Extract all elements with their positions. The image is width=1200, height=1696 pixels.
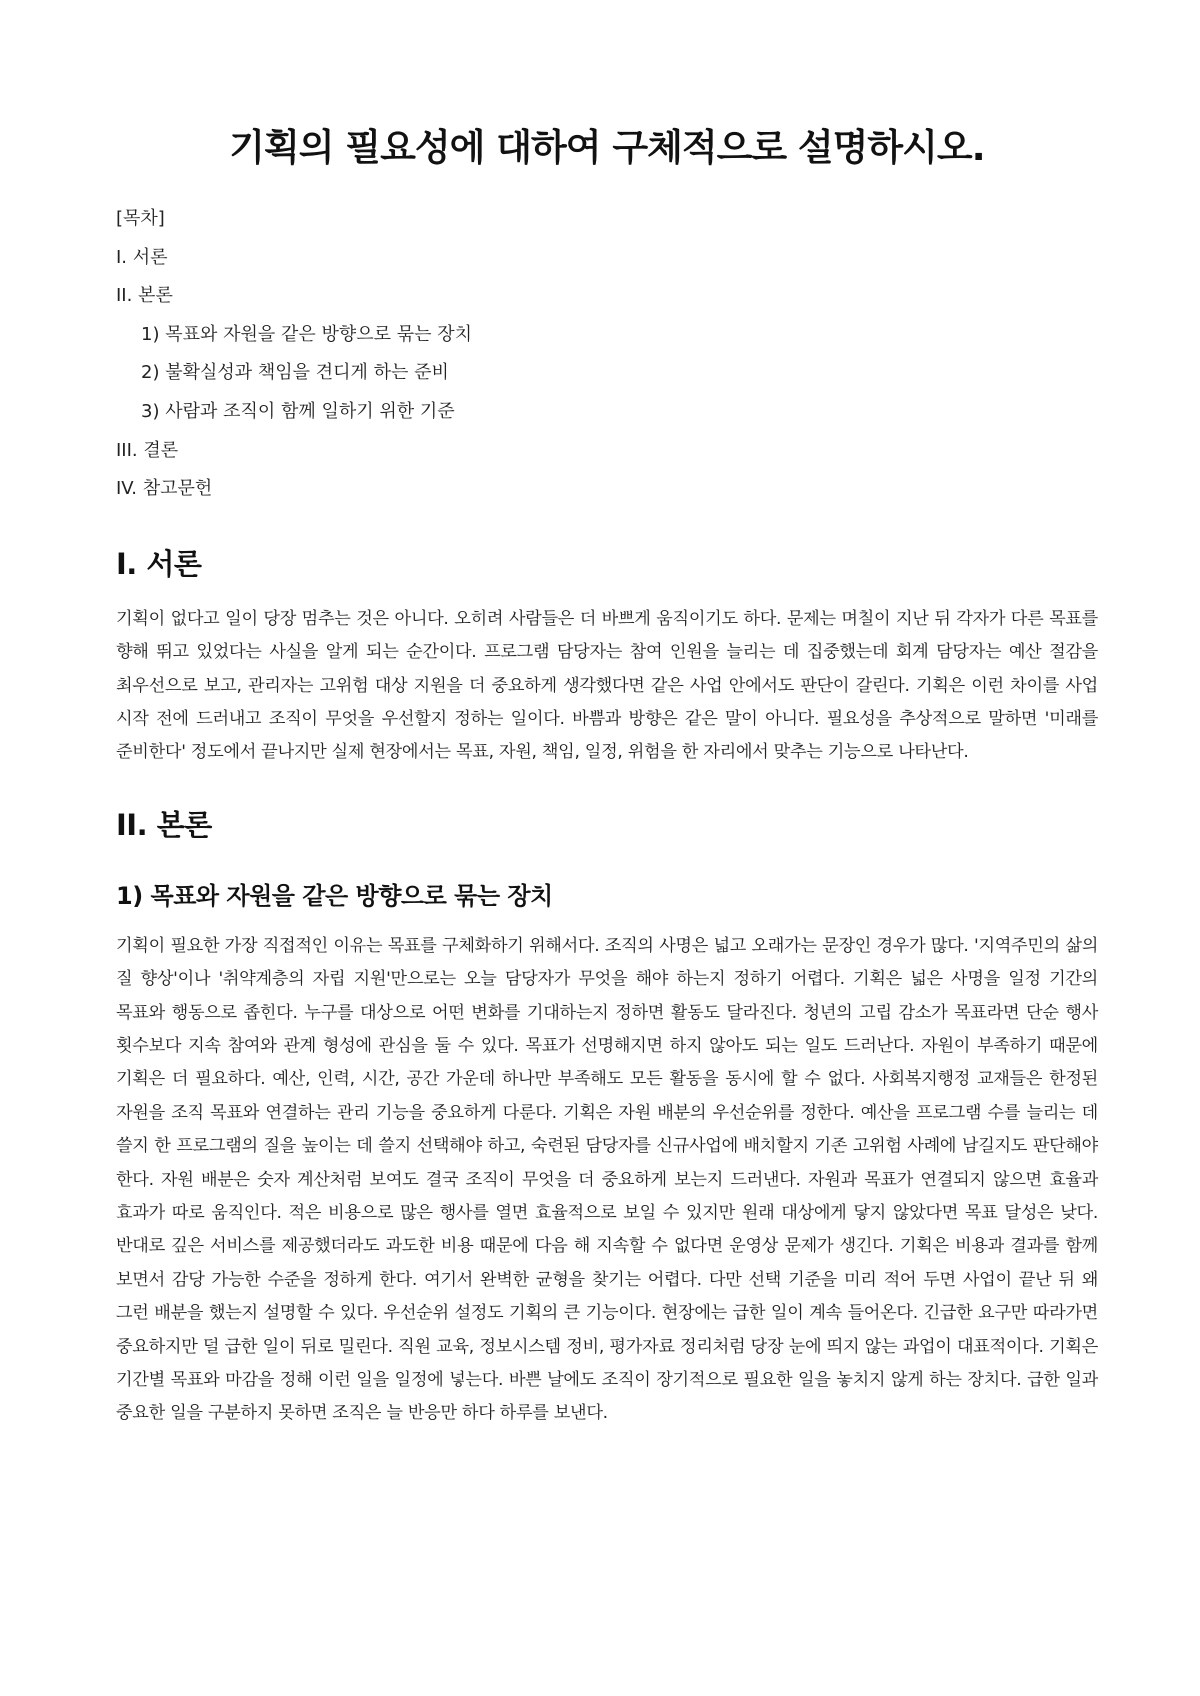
toc-item-main-1: 1) 목표와 자원을 같은 방향으로 묶는 장치 — [141, 323, 473, 345]
toc-heading: [목차] — [116, 208, 165, 229]
document-title: 기획의 필요성에 대하여 구체적으로 설명하시오. — [229, 126, 985, 169]
toc-item-main: II. 본론 — [116, 285, 173, 307]
toc-item-references: IV. 참고문헌 — [116, 478, 213, 500]
toc-item-main-3: 3) 사람과 조직이 함께 일하기 위한 기준 — [141, 400, 455, 422]
intro-heading: I. 서론 — [116, 546, 202, 581]
section1-paragraph: 기획이 필요한 가장 직접적인 이유는 목표를 구체화하기 위해서다. 조직의 사명은 넓고 오래가는 문장인 경우가 많다. '지역주민의 삶의 질 향상'이나 '취약계층의 자립 지원'만으로는 오늘 담당자가 무엇을 해야 하는지 정하기 어렵다. 기획은 넓은 사명을 일정 기간의 목표와 행동으로 좁힌다. 누구를 대상으로 어떤 변화를 기대하는지 정하면 활동도 달라진다. 청년의 고립 감소가 목표라면 단순 행사 횟수보다 지속 참여와 관계 형성에 관심을 둘 수 있다. 목표가 선명해지면 하지 않아도 되는 일도 드러난다. 자원이 부족하기 때문에 기획은 더 필요하다. 예산, 인력, 시간, 공간 가운데 하나만 부족해도 모든 활동을 동시에 할 수 없다. 사회복지행정 교재들은 한정된 자원을 조직 목표와 연결하는 관리 기능을 중요하게 다룬다. 기획은 자원 배분의 우선순위를 정한다. 예산을 프로그램 수를 늘리는 데 쓸지 한 프로그램의 질을 높이는 데 쓸지 선택해야 하고, 숙련된 담당자를 신규사업에 배치할지 기존 고위험 사례에 남길지도 판단해야 한다. 자원 배분은 숫자 계산처럼 보여도 결국 조직이 무엇을 더 중요하게 보는지 드러낸다. 자원과 목표가 연결되지 않으면 효율과 효과가 따로 움직인다. 적은 비용으로 많은 행사를 열면 효율적으로 보일 수 있지만 원래 대상에게 닿지 않았다면 목표 달성은 낮다. 반대로 깊은 서비스를 제공했더라도 과도한 비용 때문에 다음 해 지속할 수 없다면 운영상 문제가 생긴다. 기획은 비용과 결과를 함께 보면서 감당 가능한 수준을 정하게 한다. 여기서 완벽한 균형을 찾기는 어렵다. 다만 선택 기준을 미리 적어 두면 사업이 끝난 뒤 왜 그런 배분을 했는지 설명할 수 있다. 우선순위 설정도 기획의 큰 기능이다. 현장에는 급한 일이 계속 들어온다. 긴급한 요구만 따라가면 중요하지만 덜 급한 일이 뒤로 밀린다. 직원 교육, 정보시스템 정비, 평가자료 정리처럼 당장 눈에 띄지 않는 과업이 대표적이다. 기획은 기간별 목표와 마감을 정해 이런 일을 일정에 넣는다. 바쁜 날에도 조직이 장기적으로 필요한 일을 놓치지 않게 하는 장치다. 급한 일과 중요한 일을 구분하지 못하면 조직은 늘 반응만 하다 하루를 보낸다. — [116, 935, 1098, 1424]
toc-item-conclusion: III. 결론 — [116, 439, 179, 461]
intro-paragraph: 기획이 없다고 일이 당장 멈추는 것은 아니다. 오히려 사람들은 더 바쁘게 움직이기도 하다. 문제는 며칠이 지난 뒤 각자가 다른 목표를 향해 뛰고 있었다는 사실을 알게 되는 순간이다. 프로그램 담당자는 참여 인원을 늘리는 데 집중했는데 회계 담당자는 예산 절감을 최우선으로 보고, 관리자는 고위험 대상 지원을 더 중요하게 생각했다면 같은 사업 안에서도 판단이 갈린다. 기획은 이런 차이를 사업 시작 전에 드러내고 조직이 무엇을 우선할지 정하는 일이다. 바쁨과 방향은 같은 말이 아니다. 필요성을 추상적으로 말하면 '미래를 준비한다' 정도에서 끝나지만 실제 현장에서는 목표, 자원, 책임, 일정, 위험을 한 자리에서 맞추는 기능으로 나타난다. — [116, 608, 1098, 763]
main-heading: II. 본론 — [116, 807, 212, 842]
document-page — [116, 118, 1098, 1431]
table-of-contents — [116, 200, 1098, 509]
section1-heading: 1) 목표와 자원을 같은 방향으로 묶는 장치 — [116, 881, 553, 910]
toc-item-main-2: 2) 불확실성과 책임을 견디게 하는 준비 — [141, 362, 449, 384]
toc-item-intro: I. 서론 — [116, 246, 168, 268]
